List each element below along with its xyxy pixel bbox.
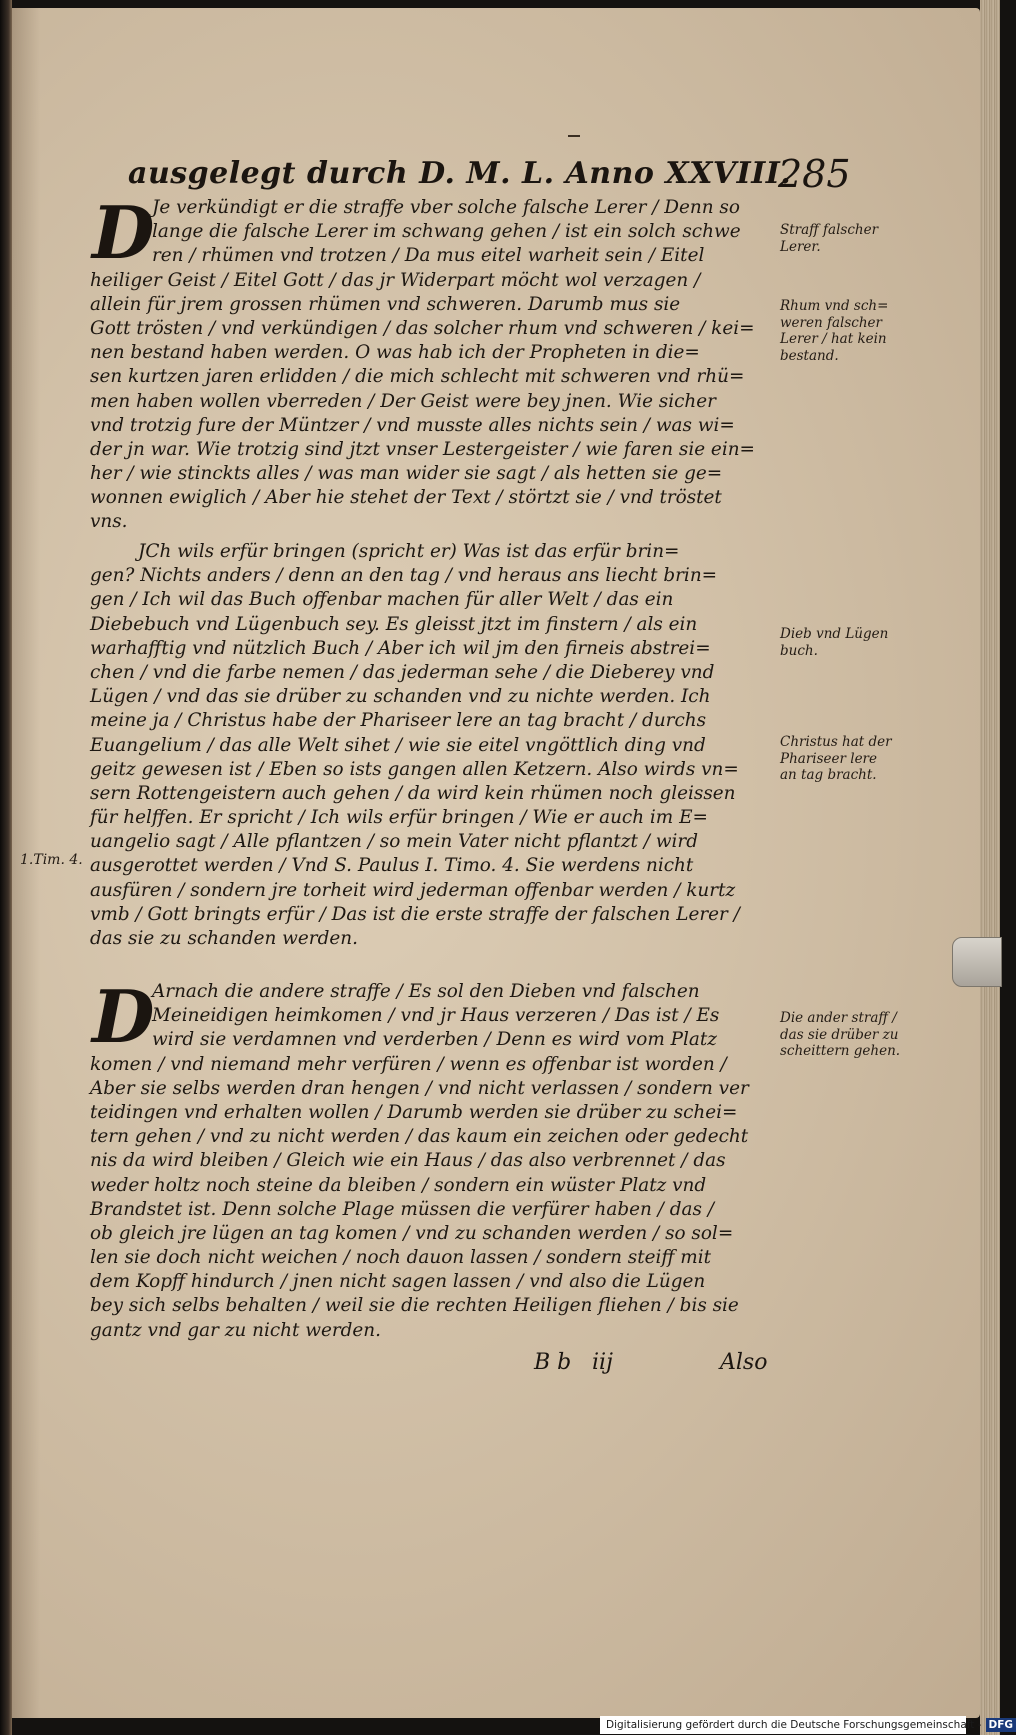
text-line: das sie zu schanden werden. — [90, 928, 358, 949]
text-line: len sie doch nicht weichen / noch dauon lassen / sondern steiff mit — [90, 1247, 711, 1269]
page-number: 285 — [778, 152, 851, 196]
paragraph-3 — [90, 980, 778, 1343]
text-line: ren / rhümen vnd trotzen / Da mus eitel warheit sein / Eitel — [152, 245, 705, 267]
text-line: meine ja / Christus habe der Phariseer lere an tag bracht / durchs — [90, 710, 707, 732]
margin-note-line: Christus hat der — [780, 734, 892, 750]
margin-note-line: buch. — [780, 642, 818, 659]
margin-note-line: weren falscher — [780, 314, 882, 331]
text-line: men haben wollen vberreden / Der Geist were bey jnen. Wie sicher — [90, 390, 716, 412]
text-line: ob gleich jre lügen an tag komen / vnd zu schanden werden / so sol= — [90, 1222, 734, 1244]
credit-text: Digitalisierung gefördert durch die Deutsche Forschungsgemeinschaft - — [606, 1719, 982, 1731]
text-line: Meineidigen heimkomen / vnd jr Haus verzeren / Das ist / Es — [152, 1005, 720, 1027]
text-line: uangelio sagt / Alle pflantzen / so mein Vater nicht pflantzt / wird — [90, 831, 698, 853]
margin-note — [780, 626, 930, 659]
left-margin-reference: 1.Tim. 4. — [20, 852, 83, 868]
margin-note — [780, 1010, 930, 1060]
text-line: wonnen ewiglich / Aber hie stehet der Text / störtzt sie / vnd tröstet — [90, 487, 722, 509]
text-line: sen kurtzen jaren erlidden / die mich schlecht mit schweren vnd rhü= — [90, 366, 745, 388]
margin-note — [780, 298, 930, 364]
text-line: bey sich selbs behalten / weil sie die rechten Heiligen fliehen / bis sie — [90, 1295, 739, 1317]
text-line: vnd trotzig fure der Müntzer / vnd musste alles nichts sein / was wi= — [90, 414, 735, 436]
signature-mark: B b — [534, 1350, 572, 1375]
paragraph-1 — [90, 196, 778, 535]
text-line: dem Kopff hindurch / jnen nicht sagen lassen / vnd also die Lügen — [90, 1271, 706, 1293]
text-line: nis da wird bleiben / Gleich wie ein Haus / das also verbrennet / das — [90, 1150, 726, 1172]
printer-mark — [568, 135, 580, 137]
book-gutter-shadow — [0, 0, 12, 1735]
text-line: tern gehen / vnd zu nicht werden / das kaum ein zeichen oder gedecht — [90, 1126, 749, 1148]
text-line: heiliger Geist / Eitel Gott / das jr Widerpart möcht wol verzagen / — [90, 269, 701, 291]
text-line: weder holtz noch steine da bleiben / sondern ein wüster Platz vnd — [90, 1174, 707, 1196]
margin-note-line: Phariseer lere — [780, 750, 877, 767]
text-line: vmb / Gott bringts erfür / Das ist die erste straffe der falschen Lerer / — [90, 903, 740, 925]
text-line: vns. — [90, 511, 128, 533]
margin-note-line: Lerer / hat kein — [780, 331, 887, 347]
page-edges — [980, 0, 1000, 1735]
margin-note-line: an tag bracht. — [780, 767, 877, 783]
text-line: Aber sie selbs werden dran hengen / vnd nicht verlassen / sondern ver — [90, 1077, 749, 1099]
signature-number: iij — [592, 1350, 613, 1375]
margin-note-line: scheittern gehen. — [780, 1043, 901, 1059]
text-line: gantz vnd gar zu nicht werden. — [90, 1319, 381, 1341]
margin-note-line: bestand. — [780, 347, 839, 364]
text-line: nen bestand haben werden. O was hab ich der Propheten in die= — [90, 342, 700, 364]
text-line: gen? Nichts anders / denn an den tag / vnd heraus ans liecht brin= — [90, 565, 718, 587]
paragraph-2 — [90, 540, 778, 951]
text-line: her / wie stinckts alles / was man wider sie sagt / als hetten sie ge= — [90, 463, 723, 485]
text-line: Lügen / vnd das sie drüber zu schanden vnd zu nichte werden. Ich — [90, 686, 711, 708]
margin-note-line: Die ander straff / — [780, 1010, 897, 1026]
margin-note-line: Rhum vnd sch= — [780, 298, 889, 314]
text-line: Brandstet ist. Denn solche Plage müssen die verfürer haben / das / — [90, 1198, 714, 1220]
margin-note-line: Dieb vnd Lügen — [780, 626, 889, 642]
text-line: für helffen. Er spricht / Ich wils erfür bringen / Wie er auch im E= — [90, 807, 708, 829]
drop-cap-initial: D — [92, 190, 155, 275]
text-line: Je verkündigt er die straffe vber solche falsche Lerer / Denn so — [152, 197, 740, 218]
book-clip — [952, 937, 1002, 987]
margin-note — [780, 734, 930, 784]
signature-line — [534, 1350, 784, 1380]
text-line: chen / vnd die farbe nemen / das jederman sehe / die Dieberey vnd — [90, 661, 715, 683]
text-line: wird sie verdamnen vnd verderben / Denn es wird vom Platz — [152, 1029, 717, 1051]
text-line: allein für jrem grossen rhümen vnd schweren. Darumb mus sie — [90, 293, 681, 315]
drop-cap-initial: D — [92, 974, 155, 1059]
text-line: Diebebuch vnd Lügenbuch sey. Es gleisst jtzt im finstern / als ein — [90, 613, 698, 635]
text-line: gen / Ich wil das Buch offenbar machen für aller Welt / das ein — [90, 589, 674, 611]
text-line: der jn war. Wie trotzig sind jtzt vnser Lestergeister / wie faren sie ein= — [90, 438, 755, 460]
text-line: komen / vnd niemand mehr verfüren / wenn es offenbar ist worden / — [90, 1053, 727, 1075]
margin-note-line: Lerer. — [780, 238, 821, 255]
text-line: Arnach die andere straffe / Es sol den Dieben vnd falschen — [152, 981, 700, 1002]
digitization-credit — [600, 1716, 1014, 1734]
text-line: JCh wils erfür bringen (spricht er) Was ist das erfür brin= — [138, 541, 680, 562]
margin-note-line: Straff falscher — [780, 222, 879, 238]
margin-note-line: das sie drüber zu — [780, 1026, 899, 1043]
text-line: geitz gewesen ist / Eben so ists gangen allen Ketzern. Also wirds vn= — [90, 758, 739, 780]
text-line: Gott trösten / vnd verkündigen / das solcher rhum vnd schweren / kei= — [90, 317, 755, 339]
text-line: Euangelium / das alle Welt sihet / wie sie eitel vngöttlich ding vnd — [90, 734, 706, 756]
page-header — [128, 150, 851, 200]
dfg-logo: DFG — [986, 1718, 1016, 1732]
running-head: ausgelegt durch D. M. L. Anno XXVIII. — [128, 156, 792, 191]
text-line: lange die falsche Lerer im schwang gehen / ist ein solch schwe — [152, 221, 741, 243]
text-line: teidingen vnd erhalten wollen / Darumb werden sie drüber zu schei= — [90, 1101, 738, 1123]
catchword: Also — [720, 1350, 768, 1375]
text-line: ausfüren / sondern jre torheit wird jederman offenbar werden / kurtz — [90, 879, 736, 901]
text-line: sern Rottengeistern auch gehen / da wird kein rhümen noch gleissen — [90, 782, 736, 804]
text-line: warhafftig vnd nützlich Buch / Aber ich wil jm den firneis abstrei= — [90, 637, 711, 659]
margin-note — [780, 222, 930, 255]
text-line: ausgerottet werden / Vnd S. Paulus I. Timo. 4. Sie werdens nicht — [90, 855, 694, 877]
